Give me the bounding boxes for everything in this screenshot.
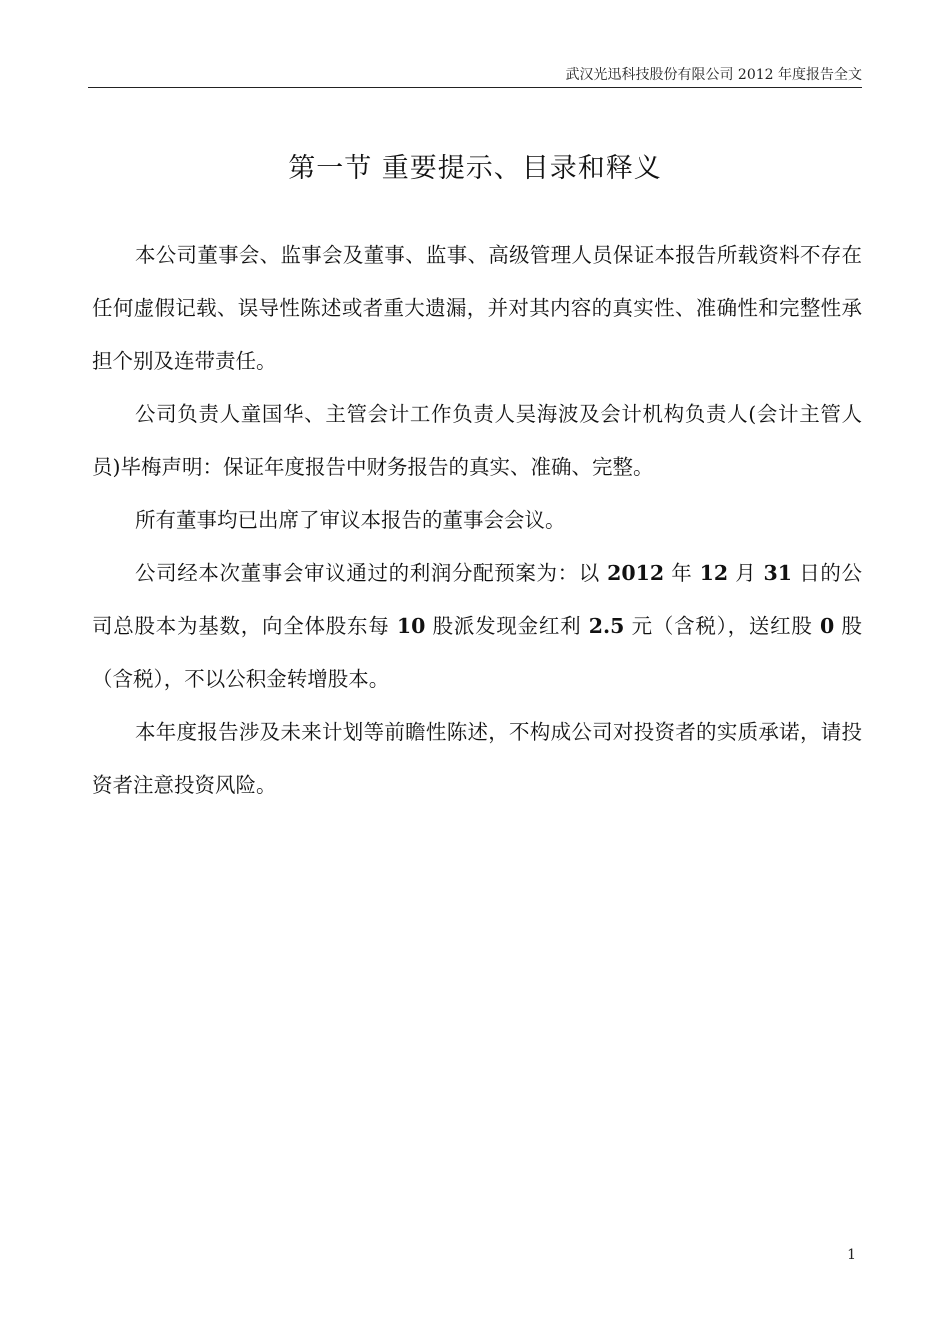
paragraph-board-attendance: 所有董事均已出席了审议本报告的董事会会议。 [135,508,566,532]
text-run: 日的公司总股本为基数，向全体股东每 [92,561,862,638]
header-divider [88,87,862,88]
paragraph-profit-distribution [92,547,862,706]
cash-dividend: 2.5 [588,614,625,638]
page-number: 1 [847,1247,856,1263]
bonus-shares: 0 [819,614,835,638]
paragraph-forward-looking-risk: 本年度报告涉及未来计划等前瞻性陈述，不构成公司对投资者的实质承诺，请投资者注意投资风险。 [92,720,862,797]
text-run: 股派发现金红利 [425,614,589,638]
text-run: 公司经本次董事会审议通过的利润分配预案为：以 [135,561,608,585]
text-run: 元（含税），送红股 [624,614,820,638]
text-run: 年 [664,561,700,585]
record-year: 2012 [607,561,665,585]
section-title: 第一节 重要提示、目录和释义 [288,153,662,184]
record-day: 31 [763,561,793,585]
running-header: 武汉光迅科技股份有限公司 2012 年度报告全文 [565,67,862,83]
text-run: 股（含税），不以公积金转增股本。 [92,614,862,691]
document-body [92,229,862,812]
text-run: 月 [728,561,764,585]
shares-base: 10 [396,614,426,638]
paragraph-officers-declaration: 公司负责人童国华、主管会计工作负责人吴海波及会计机构负责人(会计主管人员)毕梅声明：保证年度报告中财务报告的真实、准确、完整。 [92,402,862,479]
record-month: 12 [699,561,729,585]
paragraph-responsibility-statement: 本公司董事会、监事会及董事、监事、高级管理人员保证本报告所载资料不存在任何虚假记载、误导性陈述或者重大遗漏，并对其内容的真实性、准确性和完整性承担个别及连带责任。 [92,243,862,373]
